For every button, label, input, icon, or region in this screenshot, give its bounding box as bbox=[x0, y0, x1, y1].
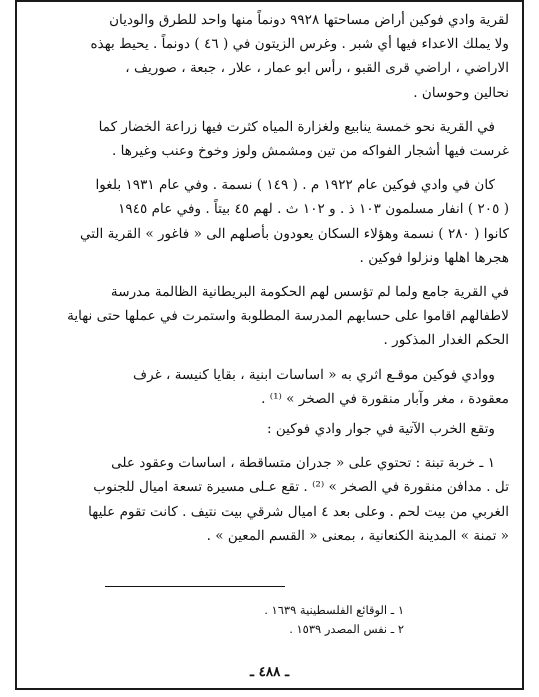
text-line: ووادي فوكين موقـع اثري به « اساسات ابنية ، بقايا كنيسة ، غرف bbox=[133, 366, 495, 383]
footnote-divider bbox=[105, 586, 285, 587]
paragraph-khirbet-tibna bbox=[60, 451, 509, 548]
text-line: لاطفالهم اقاموا على حسابهم المدرسة المطلوبة واستمرت في عملها حتى نهاية bbox=[67, 308, 509, 325]
paragraph-land bbox=[60, 8, 509, 105]
text-line: معقودة ، مغر وآبار منقورة في الصخر » ⁽¹⁾ . bbox=[261, 390, 509, 407]
text-line: ١ ـ خربة تبنة : تحتوي على « جدران متساقطة ، اساسات وعقود على bbox=[111, 455, 495, 472]
text-line: نحالين وحوسان . bbox=[413, 84, 509, 101]
text-line: غرست فيها أشجار الفواكه من تين ومشمش ولوز وخوخ وعنب وغيرها . bbox=[111, 143, 509, 160]
paragraph-population bbox=[60, 173, 509, 270]
text-line: كان في وادي فوكين عام ١٩٢٢ م . ( ١٤٩ ) نسمة . وفي عام ١٩٣١ بلغوا bbox=[95, 177, 495, 194]
footnotes bbox=[264, 601, 404, 639]
paragraph-springs bbox=[60, 115, 509, 163]
paragraph-ruins-intro bbox=[60, 417, 509, 441]
footnote-1: ١ ـ الوقائع الفلسطينية ١٦٣٩ . bbox=[264, 603, 404, 617]
page-number: ـ ٤٨٨ ـ bbox=[249, 664, 290, 680]
text-line: ولا يملك الاعداء فيها أي شبر . وغرس الزيتون في ( ٤٦ ) دونماً . يحيط بهذه bbox=[90, 36, 509, 53]
text-line: كانوا ( ٢٨٠ ) نسمة وهؤلاء السكان يعودون بأصلهم الى « فاغور » القرية التي bbox=[79, 225, 509, 242]
paragraph-mosque-school bbox=[60, 280, 509, 353]
text-line: لقرية وادي فوكين أراض مساحتها ٩٩٢٨ دونماً منها واحد للطرق والوديان bbox=[109, 12, 509, 28]
text-line: الاراضي ، اراضي قرى القبو ، رأس ابو عمار ، علار ، جبعة ، صوريف ، bbox=[125, 60, 509, 77]
text-line: الغربي من بيت لحم . وعلى بعد ٤ اميال شرقي بيت نتيف . كانت تقوم عليها bbox=[88, 503, 509, 520]
text-line: الحكم الغدار المذكور . bbox=[383, 332, 509, 349]
book-page bbox=[15, 0, 524, 690]
text-line: هجرها اهلها ونزلوا فوكين . bbox=[359, 249, 509, 266]
text-line: ( ٢٠٥ ) انفار مسلمون ١٠٣ ذ . و ١٠٢ ث . لهم ٤٥ بيتاً . وفي عام ١٩٤٥ bbox=[118, 201, 509, 218]
paragraph-archaeology bbox=[60, 363, 509, 411]
footnote-2: ٢ ـ نفس المصدر ١٥٣٩ . bbox=[289, 622, 404, 636]
text-line: « تمنة » المدينة الكنعانية ، بمعنى « القسم المعين » . bbox=[206, 527, 509, 544]
text-line: تل . مدافن منقورة في الصخر » ⁽²⁾ . تقع عـلى مسيرة تسعة اميال للجنوب bbox=[93, 479, 509, 496]
main-text bbox=[60, 8, 509, 548]
text-line: في القرية جامع ولما لم تؤسس لهم الحكومة البريطانية الظالمة مدرسة bbox=[110, 284, 509, 301]
text-line: في القرية نحو خمسة ينابيع ولغزارة المياه كثرت فيها زراعة الخضار كما bbox=[98, 118, 495, 135]
text-line: وتقع الخرب الآتية في جوار وادي فوكين : bbox=[266, 421, 495, 438]
